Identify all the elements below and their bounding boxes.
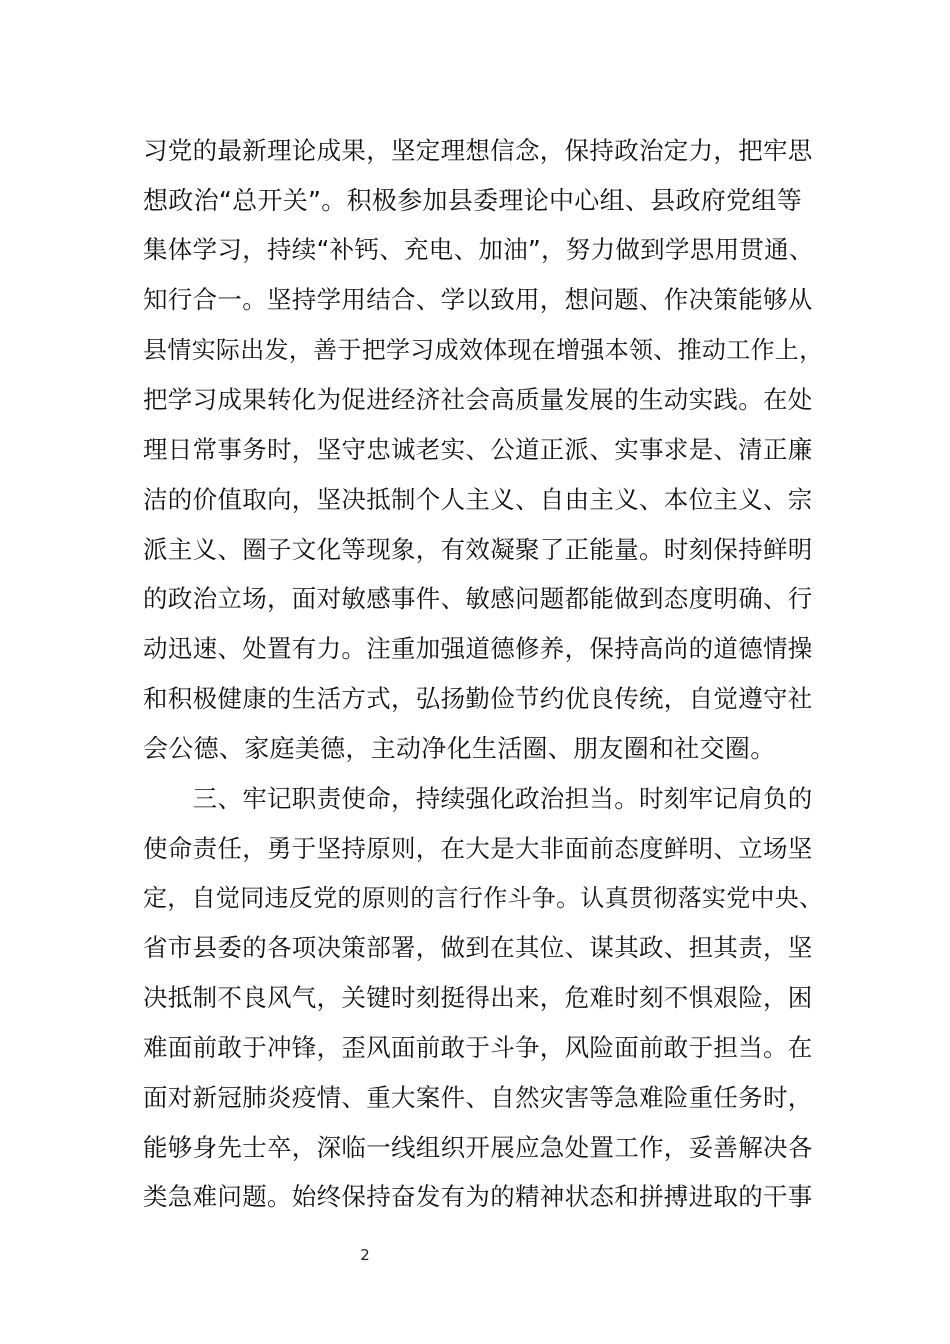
text-line: 知行合一。坚持学用结合、学以致用，想问题、作决策能够从 bbox=[143, 285, 813, 314]
text-line: 决抵制不良风气，关键时刻挺得出来，危难时刻不惧艰险，困 bbox=[143, 983, 813, 1012]
text-line: 难面前敢于冲锋，歪风面前敢于斗争，风险面前敢于担当。在 bbox=[143, 1033, 813, 1062]
text-line: 三、牢记职责使命，持续强化政治担当。时刻牢记肩负的 bbox=[143, 784, 813, 813]
text-line: 想政治“总开关”。积极参加县委理论中心组、县政府党组等 bbox=[143, 186, 803, 215]
text-line: 使命责任，勇于坚持原则，在大是大非面前态度鲜明、立场坚 bbox=[143, 834, 813, 863]
text-line: 理日常事务时，坚守忠诚老实、公道正派、实事求是、清正廉 bbox=[143, 435, 813, 464]
text-line: 县情实际出发，善于把学习成效体现在增强本领、推动工作上， bbox=[143, 336, 824, 364]
text-line: 会公德、家庭美德，主动净化生活圈、朋友圈和社交圈。 bbox=[143, 734, 776, 763]
text-line: 集体学习，持续“补钙、充电、加油”，努力做到学思用贯通、 bbox=[143, 235, 814, 264]
text-line: 面对新冠肺炎疫情、重大案件、自然灾害等急难险重任务时， bbox=[143, 1083, 813, 1112]
text-line: 定，自觉同违反党的原则的言行作斗争。认真贯彻落实党中央、 bbox=[143, 884, 824, 912]
text-line: 习党的最新理论成果，坚定理想信念，保持政治定力，把牢思 bbox=[143, 136, 813, 165]
text-line: 省市县委的各项决策部署，做到在其位、谋其政、担其责，坚 bbox=[143, 933, 813, 962]
text-line: 把学习成果转化为促进经济社会高质量发展的生动实践。在处 bbox=[143, 385, 813, 414]
text-line: 派主义、圈子文化等现象，有效凝聚了正能量。时刻保持鲜明 bbox=[143, 535, 813, 564]
text-line: 的政治立场，面对敏感事件、敏感问题都能做到态度明确、行 bbox=[143, 584, 813, 613]
page-number: 2 bbox=[360, 1246, 370, 1264]
text-line: 动迅速、处置有力。注重加强道德修养，保持高尚的道德情操 bbox=[143, 634, 813, 663]
text-line: 类急难问题。始终保持奋发有为的精神状态和拼搏进取的干事 bbox=[143, 1182, 813, 1211]
text-line: 洁的价值取向，坚决抵制个人主义、自由主义、本位主义、宗 bbox=[143, 485, 813, 514]
text-line: 能够身先士卒，深临一线组织开展应急处置工作，妥善解决各 bbox=[143, 1133, 813, 1162]
text-line: 和积极健康的生活方式，弘扬勤俭节约优良传统，自觉遵守社 bbox=[143, 684, 813, 713]
